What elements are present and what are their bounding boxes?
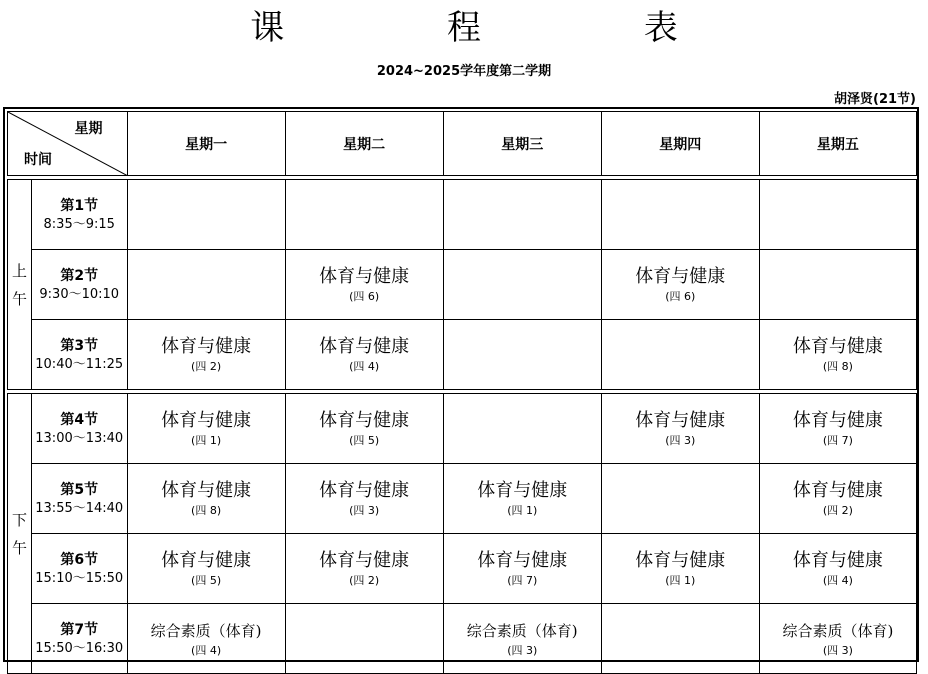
course-name: 综合素质（体育) [150, 621, 262, 640]
course-class: (四 3) [349, 503, 380, 517]
schedule-cell [601, 534, 759, 604]
course-name: 体育与健康 [319, 549, 410, 571]
course-class: (四 3) [665, 433, 696, 447]
course-name: 体育与健康 [161, 409, 252, 431]
course-name: 体育与健康 [161, 335, 252, 357]
course-class: (四 1) [507, 503, 538, 517]
schedule-cell [127, 604, 285, 674]
schedule-cell [285, 604, 443, 674]
course-class: (四 4) [349, 359, 380, 373]
period-cell [31, 464, 127, 534]
period-time: 10:40～11:25 [35, 356, 124, 372]
schedule-cell [759, 464, 916, 534]
schedule-cell [443, 180, 601, 250]
course-class: (四 4) [822, 573, 853, 587]
schedule-frame [3, 107, 919, 662]
schedule-cell [285, 394, 443, 464]
corner-time-label: 时间 [24, 152, 52, 168]
course-name: 体育与健康 [319, 409, 410, 431]
course-class: (四 3) [822, 643, 853, 657]
period-cell [31, 250, 127, 320]
half-day-char: 午 [11, 538, 27, 557]
schedule-cell [759, 320, 916, 390]
course-class: (四 6) [665, 289, 696, 303]
period-time: 15:10～15:50 [35, 570, 124, 586]
period-row [8, 534, 917, 604]
course-class: (四 5) [191, 573, 222, 587]
course-class: (四 7) [822, 433, 853, 447]
period-row [8, 604, 917, 674]
course-class: (四 8) [191, 503, 222, 517]
header-row [8, 112, 917, 176]
schedule-cell [601, 180, 759, 250]
course-name: 体育与健康 [792, 479, 883, 501]
course-name: 体育与健康 [792, 335, 883, 357]
course-class: (四 7) [507, 573, 538, 587]
half-day-char: 上 [11, 261, 27, 280]
period-time: 8:35～9:15 [43, 216, 115, 232]
half-day-char: 午 [11, 289, 27, 308]
schedule-cell [443, 250, 601, 320]
schedule-cell [601, 604, 759, 674]
schedule-cell [443, 534, 601, 604]
schedule-cell [285, 534, 443, 604]
course-class: (四 3) [507, 643, 538, 657]
course-name: 体育与健康 [635, 265, 726, 287]
schedule-cell [127, 464, 285, 534]
course-class: (四 2) [191, 359, 222, 373]
course-name: 体育与健康 [477, 549, 568, 571]
course-name: 体育与健康 [635, 409, 726, 431]
schedule-cell [759, 534, 916, 604]
course-name: 体育与健康 [319, 479, 410, 501]
day-header-wed: 星期三 [443, 112, 601, 176]
period-name: 第6节 [60, 551, 99, 568]
period-name: 第2节 [60, 267, 99, 284]
schedule-cell [759, 180, 916, 250]
course-class: (四 8) [822, 359, 853, 373]
course-name: 体育与健康 [161, 549, 252, 571]
course-name: 体育与健康 [792, 549, 883, 571]
schedule-cell [285, 320, 443, 390]
period-cell [31, 180, 127, 250]
half-day-label-afternoon [8, 394, 32, 674]
schedule-cell [443, 604, 601, 674]
period-row [8, 320, 917, 390]
period-row [8, 394, 917, 464]
course-class: (四 2) [349, 573, 380, 587]
day-header-tue: 星期二 [285, 112, 443, 176]
schedule-cell [759, 250, 916, 320]
period-row [8, 180, 917, 250]
course-class: (四 5) [349, 433, 380, 447]
day-header-thu: 星期四 [601, 112, 759, 176]
period-cell [31, 604, 127, 674]
course-class: (四 2) [822, 503, 853, 517]
schedule-cell [759, 604, 916, 674]
period-name: 第4节 [60, 411, 99, 428]
course-name: 综合素质（体育) [466, 621, 578, 640]
schedule-cell [127, 320, 285, 390]
period-name: 第5节 [60, 481, 99, 498]
course-name: 体育与健康 [161, 479, 252, 501]
schedule-cell [127, 250, 285, 320]
half-day-label-morning [8, 180, 32, 390]
teacher-label: 胡泽贤(21节) [834, 92, 916, 107]
period-row [8, 250, 917, 320]
schedule-cell [443, 320, 601, 390]
schedule-cell [443, 464, 601, 534]
course-name: 综合素质（体育) [782, 621, 894, 640]
schedule-cell [601, 250, 759, 320]
day-header-fri: 星期五 [759, 112, 916, 176]
page-title: 课 程 表 [250, 8, 754, 48]
schedule-cell [601, 394, 759, 464]
schedule-cell [443, 394, 601, 464]
period-row [8, 464, 917, 534]
period-cell [31, 320, 127, 390]
course-name: 体育与健康 [635, 549, 726, 571]
course-name: 体育与健康 [319, 265, 410, 287]
schedule-cell [127, 180, 285, 250]
day-header-mon: 星期一 [127, 112, 285, 176]
period-name: 第3节 [60, 337, 99, 354]
schedule-cell [759, 394, 916, 464]
period-name: 第7节 [60, 621, 99, 638]
period-time: 9:30～10:10 [39, 286, 120, 302]
period-time: 13:00～13:40 [35, 430, 124, 446]
schedule-cell [285, 180, 443, 250]
schedule-cell [127, 534, 285, 604]
schedule-cell [601, 320, 759, 390]
course-class: (四 4) [191, 643, 222, 657]
course-class: (四 6) [349, 289, 380, 303]
period-time: 13:55～14:40 [35, 500, 124, 516]
course-name: 体育与健康 [792, 409, 883, 431]
schedule-cell [285, 464, 443, 534]
period-cell [31, 394, 127, 464]
half-day-char: 下 [11, 510, 27, 529]
course-name: 体育与健康 [319, 335, 410, 357]
schedule-cell [285, 250, 443, 320]
corner-day-label: 星期 [74, 121, 103, 137]
period-time: 15:50～16:30 [35, 640, 124, 656]
schedule-cell [601, 464, 759, 534]
course-class: (四 1) [665, 573, 696, 587]
term-subtitle: 2024~2025学年度第二学期 [376, 64, 552, 79]
schedule-table [7, 111, 917, 674]
period-cell [31, 534, 127, 604]
course-name: 体育与健康 [477, 479, 568, 501]
schedule-cell [127, 394, 285, 464]
period-name: 第1节 [60, 197, 99, 214]
course-class: (四 1) [191, 433, 222, 447]
corner-cell [8, 112, 128, 176]
